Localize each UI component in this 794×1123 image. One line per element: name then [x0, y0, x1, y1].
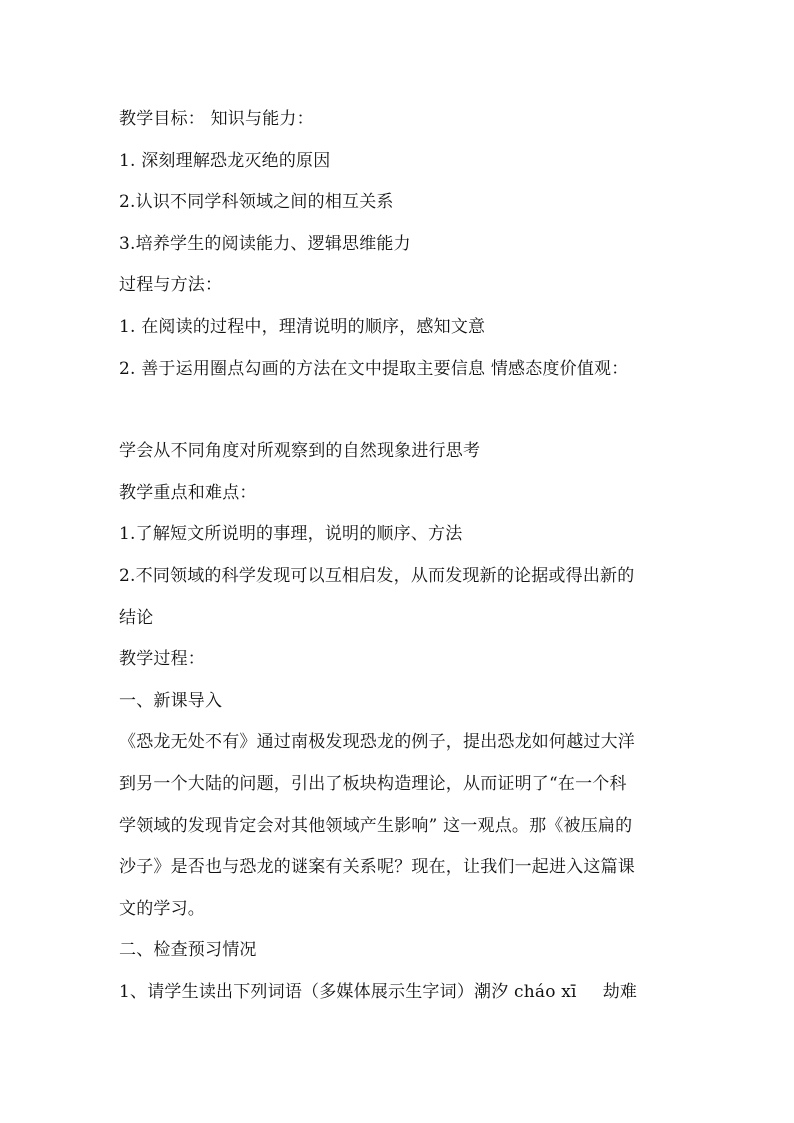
section-heading-process-method: 过程与方法：	[119, 275, 223, 295]
attitude-text: 学会从不同角度对所观察到的自然现象进行思考	[119, 441, 481, 461]
method-item-2: 2. 善于运用圈点勾画的方法在文中提取主要信息 情感态度价值观：	[119, 359, 629, 379]
section-heading-key-points: 教学重点和难点：	[119, 483, 257, 503]
key-point-item-2: 2.不同领域的科学发现可以互相启发，从而发现新的论据或得出新的	[119, 566, 635, 586]
preview-item-1-text: 1、请学生读出下列词语（多媒体展示生字词）潮汐 cháo xī	[119, 982, 577, 1002]
subsection-heading-intro: 一、新课导入	[119, 691, 223, 711]
intro-paragraph-line-4: 沙子》是否也与恐龙的谜案有关系呢？现在，让我们一起进入这篇课	[119, 857, 635, 877]
subsection-heading-preview: 二、检查预习情况	[119, 940, 257, 960]
intro-paragraph-line-5: 文的学习。	[119, 899, 205, 919]
objective-item-2: 2.认识不同学科领域之间的相互关系	[119, 192, 394, 212]
section-heading-objectives: 教学目标： 知识与能力：	[119, 109, 314, 129]
key-point-item-1: 1.了解短文所说明的事理，说明的顺序、方法	[119, 524, 463, 544]
preview-item-1	[119, 981, 679, 1003]
preview-item-1-tail: 劫难	[602, 982, 638, 1002]
intro-paragraph-line-3: 学领域的发现肯定会对其他领域产生影响” 这一观点。那《被压扁的	[119, 816, 633, 836]
key-point-item-2-cont: 结论	[119, 608, 154, 628]
intro-paragraph-line-2: 到另一个大陆的问题，引出了板块构造理论，从而证明了“在一个科	[119, 774, 627, 794]
section-heading-teaching-process: 教学过程：	[119, 649, 205, 669]
objective-item-3: 3.培养学生的阅读能力、逻辑思维能力	[119, 234, 411, 254]
method-item-1: 1. 在阅读的过程中，理清说明的顺序，感知文意	[119, 317, 486, 337]
intro-paragraph-line-1: 《恐龙无处不有》通过南极发现恐龙的例子，提出恐龙如何越过大洋	[119, 732, 635, 752]
objective-item-1: 1. 深刻理解恐龙灭绝的原因	[119, 151, 331, 171]
